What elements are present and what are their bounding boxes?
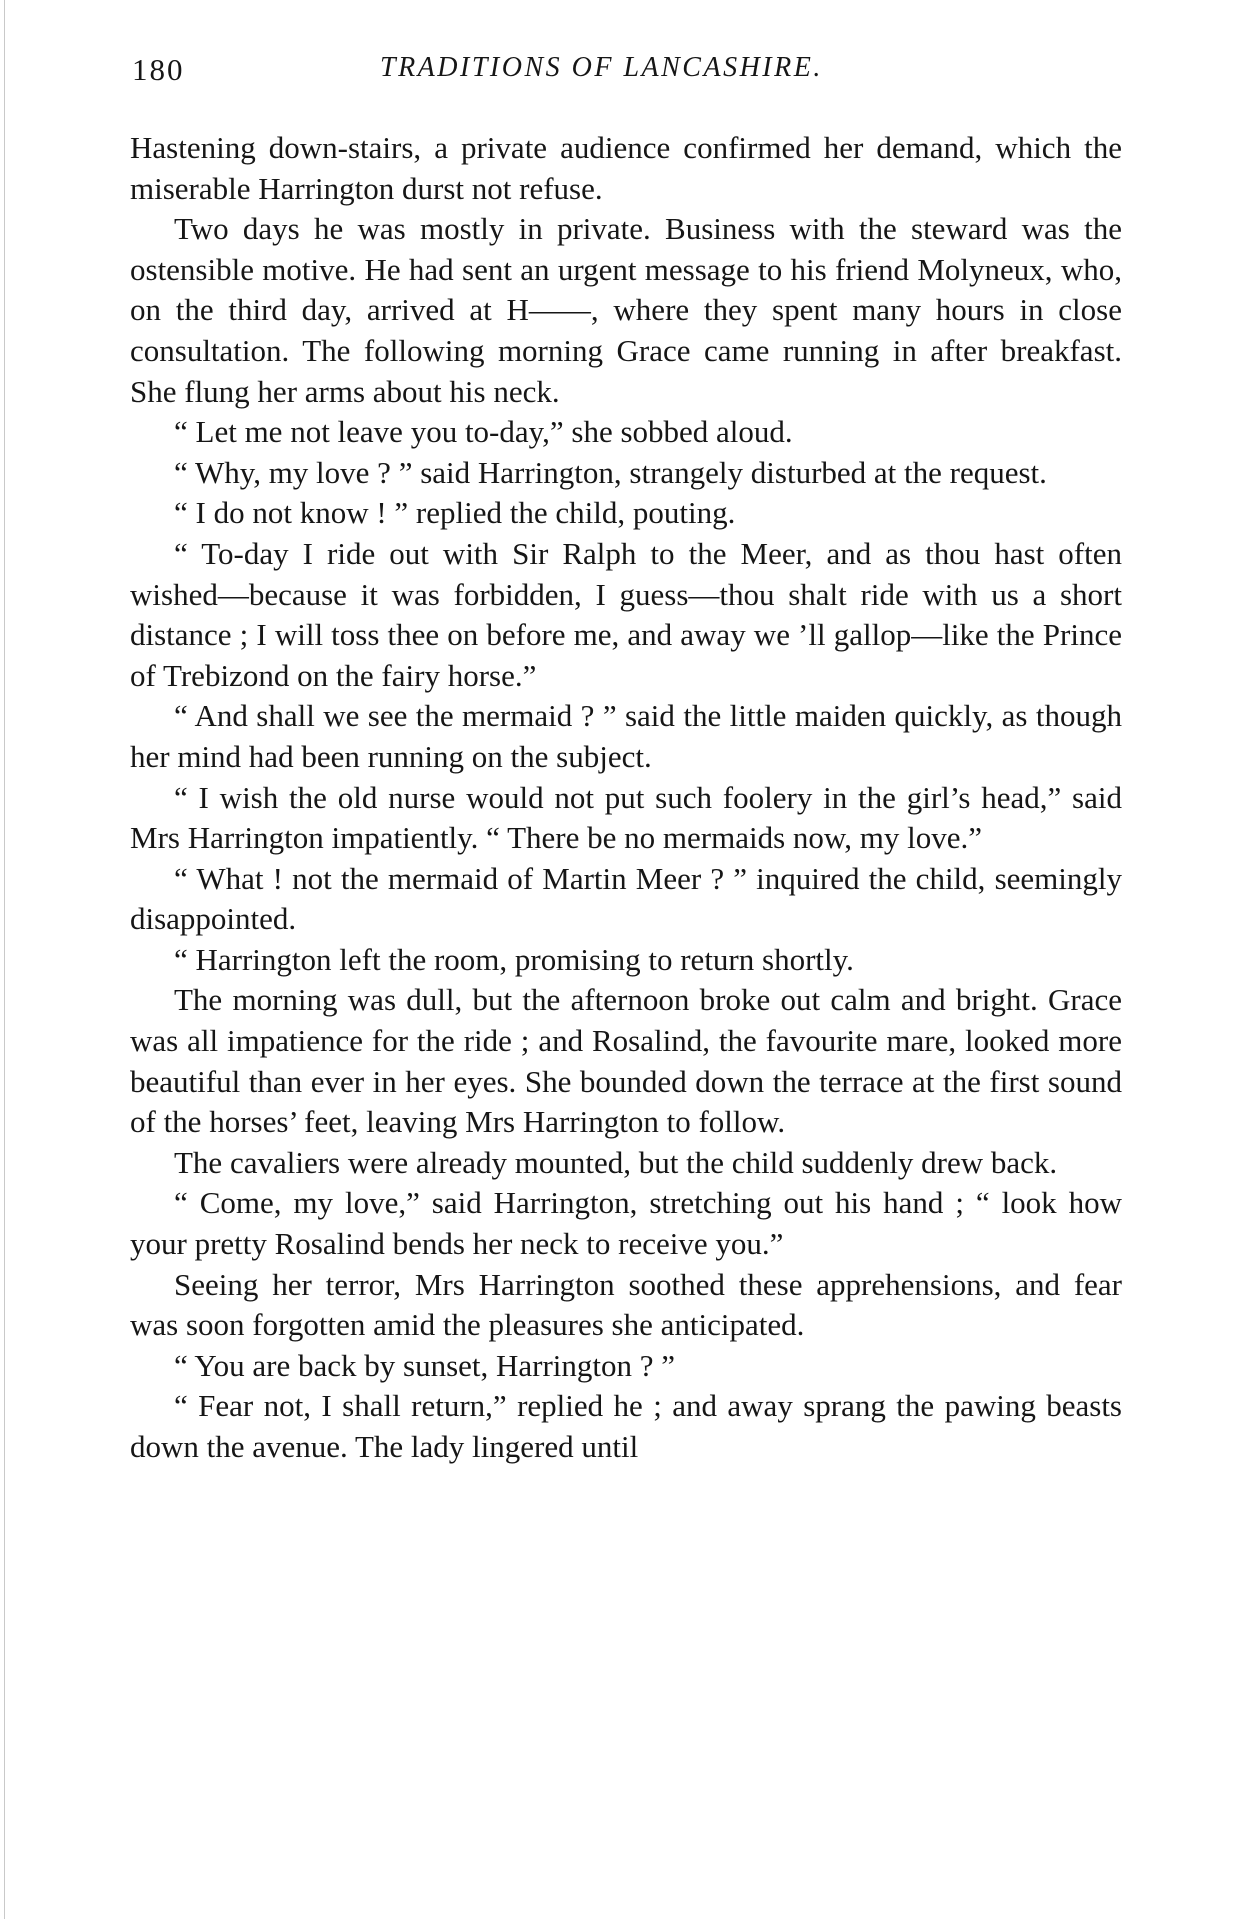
paragraph: “ Why, my love ? ” said Harrington, strangely disturbed at the request. xyxy=(174,454,1047,490)
body-text xyxy=(130,128,1122,1468)
paragraph: The cavaliers were already mounted, but the child suddenly drew back. xyxy=(174,1144,1058,1180)
paragraph: “ What ! not the mermaid of Martin Meer ? ” inquired the child, seemingly disappointed. xyxy=(130,860,1122,937)
paragraph: “ You are back by sunset, Harrington ? ” xyxy=(174,1347,676,1383)
running-title: TRADITIONS OF LANCASHIRE. xyxy=(380,52,823,83)
paragraph: “ Come, my love,” said Harrington, stretching out his hand ; “ look how your pretty Rosalind bends her neck to receive you.” xyxy=(130,1185,1122,1262)
paragraph: The morning was dull, but the afternoon broke out calm and bright. Grace was all impatience for the ride ; and Rosalind, the favourite mare, looked more beautiful than ever in her eyes. She bounded down the terrace at the first sound of the horses’ feet, leaving Mrs Harrington to follow. xyxy=(130,982,1122,1140)
paragraph: “ I do not know ! ” replied the child, pouting. xyxy=(174,495,736,531)
page-header xyxy=(130,52,1120,102)
paragraph: “ Fear not, I shall return,” replied he ; and away sprang the pawing beasts down the avenue. The lady lingered until xyxy=(130,1388,1122,1464)
paragraph: “ And shall we see the mermaid ? ” said the little maiden quickly, as though her mind had been running on the subject. xyxy=(130,698,1122,774)
paragraph: Two days he was mostly in private. Business with the steward was the ostensible motive. He had sent an urgent message to his friend Molyneux, who, on the third day, arrived at H——, where they spent many hours in close consultation. The following morning Grace came running in after breakfast. She flung her arms about his neck. xyxy=(130,211,1122,409)
page-edge-line xyxy=(4,0,5,1919)
paragraph: Hastening down-stairs, a private audience confirmed her demand, which the miserable Harrington durst not refuse. xyxy=(130,130,1122,206)
paragraph: “ Harrington left the room, promising to return shortly. xyxy=(174,941,854,977)
paragraph: “ To-day I ride out with Sir Ralph to the Meer, and as thou hast often wished—because it was forbidden, I guess—thou shalt ride with us a short distance ; I will toss thee on before me, and away we ’ll gallop—like the Prince of Trebizond on the fairy horse.” xyxy=(130,535,1122,693)
paragraph: “ I wish the old nurse would not put such foolery in the girl’s head,” said Mrs Harrington impatiently. “ There be no mermaids now, my love.” xyxy=(130,779,1122,856)
paragraph: “ Let me not leave you to-day,” she sobbed aloud. xyxy=(174,414,793,450)
paragraph: Seeing her terror, Mrs Harrington soothed these apprehensions, and fear was soon forgotten amid the pleasures she anticipated. xyxy=(130,1266,1122,1343)
page-number: 180 xyxy=(132,52,185,87)
